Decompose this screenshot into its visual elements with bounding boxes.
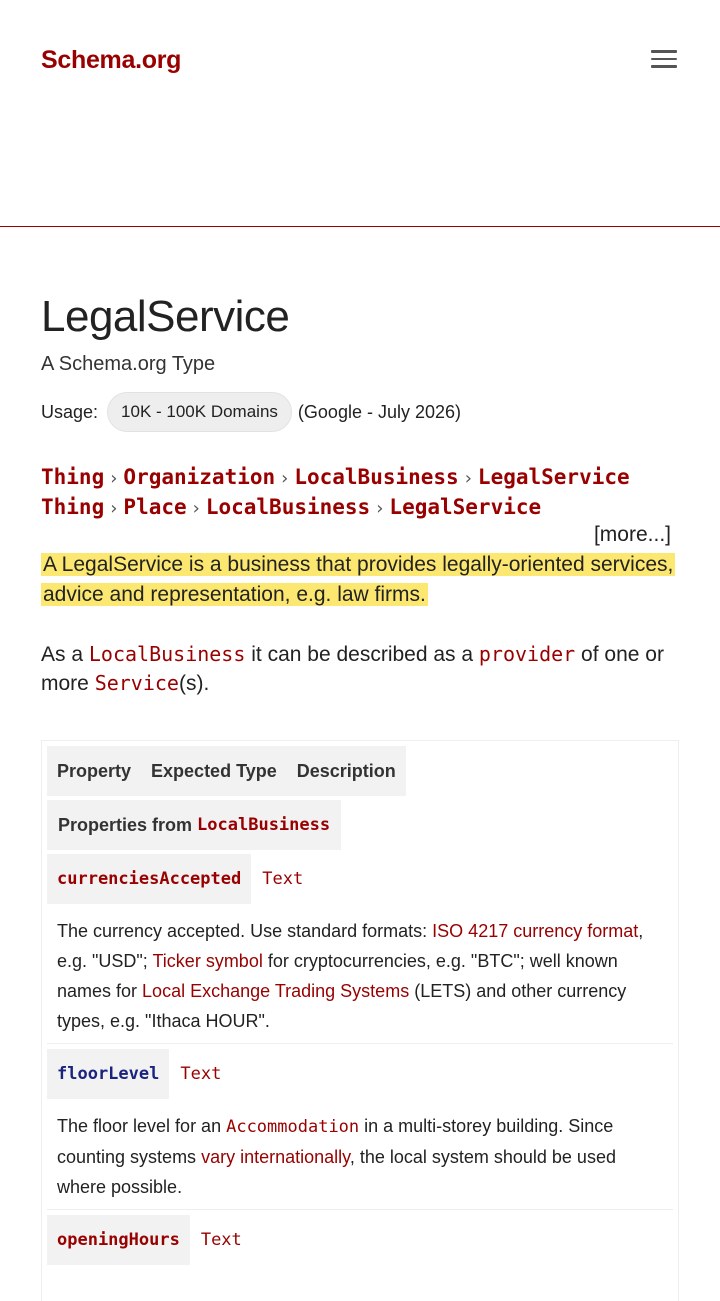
breadcrumb-link-thing[interactable]: Thing [41, 465, 105, 489]
table-row [47, 1215, 253, 1265]
lets-link[interactable]: Local Exchange Trading Systems [142, 981, 410, 1001]
page-subtitle: A Schema.org Type [41, 353, 216, 375]
provider-link[interactable]: provider [478, 642, 576, 666]
usage-row [41, 391, 461, 433]
brand-logo-link[interactable]: Schema.org [41, 46, 182, 74]
ticker-symbol-link[interactable]: Ticker symbol [152, 951, 263, 971]
para-text: As a [41, 643, 89, 666]
property-link-currenciesaccepted[interactable]: currenciesAccepted [47, 854, 251, 904]
properties-table [41, 740, 679, 1301]
column-header-property: Property [57, 760, 132, 781]
usage-label: Usage: [41, 401, 99, 422]
type-link-text[interactable]: Text [180, 1064, 222, 1084]
group-prefix: Properties from [58, 814, 193, 835]
usage-source: (Google - July 2026) [297, 401, 462, 422]
desc-text: , e.g. "USD"; [57, 921, 644, 971]
page-title: LegalService [41, 292, 290, 341]
service-link[interactable]: Service [94, 671, 179, 695]
table-header-row [47, 746, 406, 796]
breadcrumb-line-1 [41, 463, 630, 493]
chevron-right-icon: › [110, 468, 118, 489]
breadcrumb-link-legalservice[interactable]: LegalService [389, 495, 542, 519]
chevron-right-icon: › [464, 468, 472, 489]
breadcrumb-link-thing[interactable]: Thing [41, 495, 105, 519]
breadcrumb-line-2 [41, 493, 630, 523]
iso-4217-link[interactable]: ISO 4217 currency format [432, 921, 639, 941]
provider-paragraph [41, 640, 681, 698]
breadcrumb-link-place[interactable]: Place [123, 495, 187, 519]
type-description-text: A LegalService is a business that provides legally-oriented services, advice and representation, e.g. law firms. [43, 553, 674, 606]
column-header-expected-type: Expected Type [151, 760, 277, 781]
property-description [57, 916, 657, 1036]
breadcrumb-link-localbusiness[interactable]: LocalBusiness [294, 465, 459, 489]
type-link-text[interactable]: Text [262, 869, 304, 889]
breadcrumb-link-organization[interactable]: Organization [123, 465, 276, 489]
row-divider [47, 1209, 673, 1210]
chevron-right-icon: › [376, 498, 384, 519]
desc-text: (LETS) and other currency types, e.g. "Ithaca HOUR". [57, 981, 627, 1031]
para-text: it can be described as a [245, 643, 479, 666]
chevron-right-icon: › [281, 468, 289, 489]
site-header [0, 0, 720, 227]
breadcrumb-link-localbusiness[interactable]: LocalBusiness [205, 495, 371, 519]
accommodation-link[interactable]: Accommodation [226, 1117, 360, 1137]
desc-text: , the local system should be used where possible. [57, 1147, 616, 1197]
desc-text: The currency accepted. Use standard formats: [57, 921, 433, 941]
desc-text: The floor level for an [57, 1116, 227, 1136]
row-divider [47, 1043, 673, 1044]
chevron-right-icon: › [110, 498, 118, 519]
column-header-description: Description [296, 760, 396, 781]
hamburger-menu-icon[interactable] [651, 50, 677, 72]
breadcrumb [41, 463, 630, 523]
table-row [47, 1049, 232, 1099]
desc-text: in a multi-storey building. Since counting systems [57, 1116, 614, 1167]
para-text: (s). [178, 672, 210, 695]
properties-group-header [47, 800, 341, 850]
table-row [47, 854, 314, 904]
property-link-floorlevel[interactable]: floorLevel [47, 1049, 169, 1099]
breadcrumb-link-legalservice[interactable]: LegalService [477, 465, 630, 489]
group-type-link[interactable]: LocalBusiness [197, 815, 331, 835]
localbusiness-link[interactable]: LocalBusiness [88, 642, 246, 666]
para-text: of one or more [41, 643, 664, 695]
more-link[interactable]: [more...] [593, 523, 671, 546]
vary-internationally-link[interactable]: vary internationally [201, 1147, 350, 1167]
type-link-text[interactable]: Text [200, 1230, 242, 1250]
type-description [41, 550, 681, 610]
usage-badge: 10K - 100K Domains [107, 392, 292, 432]
chevron-right-icon: › [192, 498, 200, 519]
desc-text: for cryptocurrencies, e.g. "BTC"; well known names for [57, 951, 618, 1001]
property-link-openinghours[interactable]: openingHours [47, 1215, 190, 1265]
property-description [57, 1111, 657, 1202]
